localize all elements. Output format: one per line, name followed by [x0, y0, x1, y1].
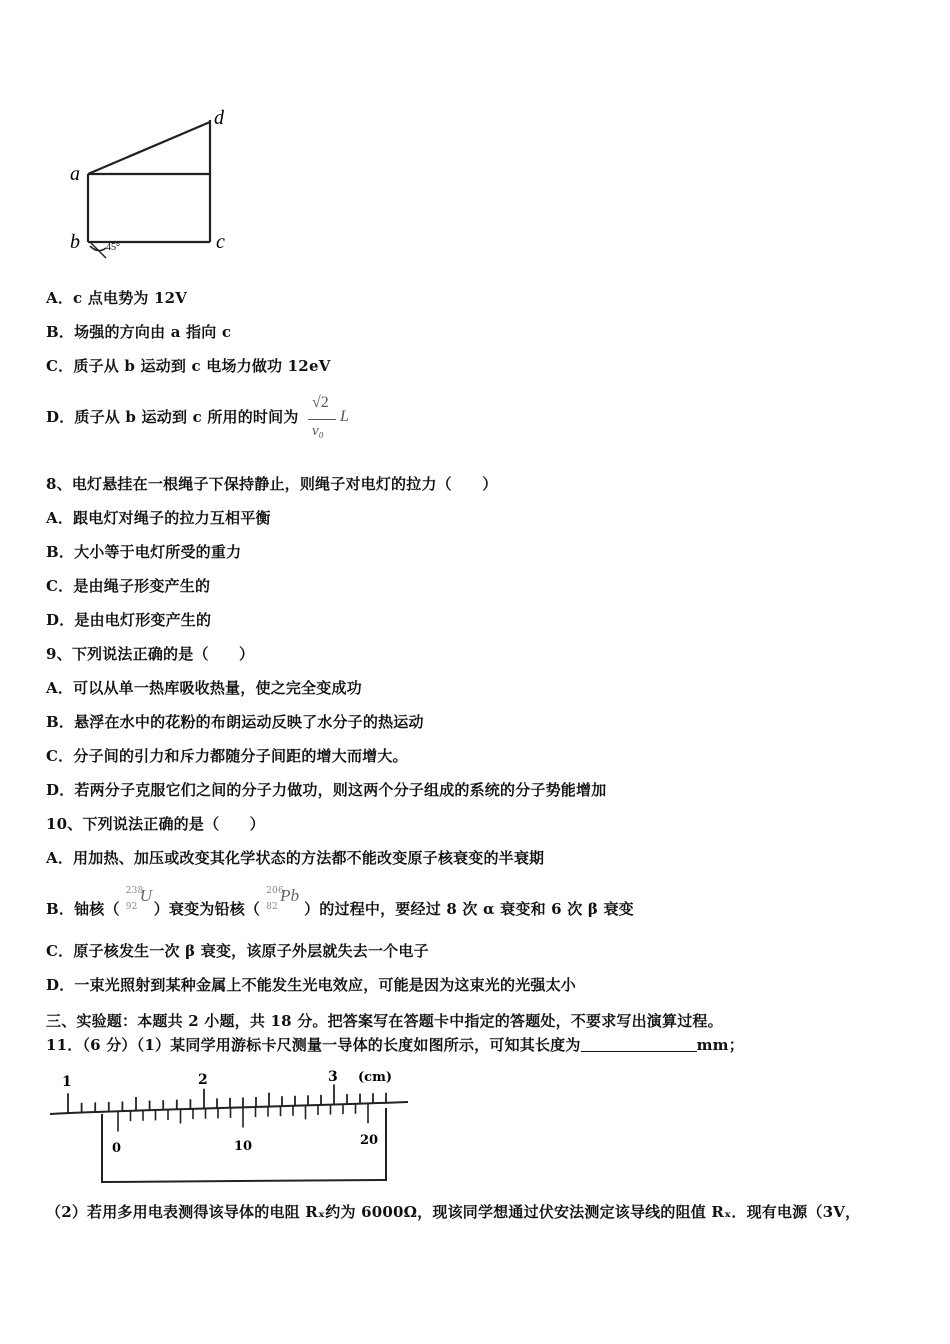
lead-atomic-number: 82	[266, 902, 278, 912]
q8-option-a: A．跟电灯对绳子的拉力互相平衡	[46, 509, 271, 527]
vernier-scale-20: 20	[360, 1133, 379, 1148]
q8-option-b: B．大小等于电灯所受的重力	[46, 543, 242, 561]
main-scale-1: 1	[62, 1074, 72, 1090]
q11-line1-prefix: 11．（6 分）（1）某同学用游标卡尺测量一导体的长度如图所示，可知其长度为	[46, 1036, 581, 1054]
q10-stem: 10、下列说法正确的是（ ）	[46, 815, 265, 833]
answer-blank	[581, 1037, 697, 1052]
vernier-scale-10: 10	[234, 1139, 253, 1154]
q7-option-b: B．场强的方向由 a 指向 c	[46, 323, 232, 341]
uranium-atomic-number: 92	[125, 902, 138, 912]
q9-option-d: D．若两分子克服它们之间的分子力做功，则这两个分子组成的系统的分子势能增加	[46, 781, 607, 799]
q7-option-c: C．质子从 b 运动到 c 电场力做功 12eV	[46, 357, 331, 375]
lead-isotope	[260, 886, 304, 918]
q10-option-b	[46, 886, 634, 919]
formula-numerator: √2	[312, 394, 329, 411]
main-scale-3: 3	[328, 1069, 338, 1085]
section3-heading: 三、实验题：本题共 2 小题，共 18 分。把答案写在答题卡中指定的答题处，不要求写出演算过程。	[46, 1012, 723, 1030]
main-scale-2: 2	[198, 1072, 208, 1088]
formula-denominator: v₀	[312, 423, 324, 439]
q9-stem: 9、下列说法正确的是（ ）	[46, 645, 255, 663]
uranium-symbol: U	[139, 886, 153, 905]
angle-label: 45°	[106, 242, 120, 253]
q9-option-a: A．可以从单一热库吸收热量，使之完全变成功	[46, 679, 362, 697]
q9-option-c: C．分子间的引力和斥力都随分子间距的增大而增大。	[46, 747, 408, 765]
label-a: a	[70, 163, 80, 185]
q10-option-b-suffix: ）的过程中，要经过 8 次 α 衰变和 6 次 β 衰变	[304, 900, 634, 918]
q9-option-b: B．悬浮在水中的花粉的布朗运动反映了水分子的热运动	[46, 713, 424, 731]
lead-mass-number: 206	[266, 886, 284, 896]
q11-line2: （2）若用多用电表测得该导体的电阻 Rₓ约为 6000Ω，现该同学想通过伏安法测定该导线的阻值 Rₓ．现有电源（3V，	[46, 1203, 861, 1221]
vernier-scale-0: 0	[112, 1141, 122, 1156]
q10-option-d: D．一束光照射到某种金属上不能发生光电效应，可能是因为这束光的光强太小	[46, 976, 577, 994]
circuit-figure	[62, 100, 242, 270]
q7-option-a: A．c 点电势为 12V	[46, 289, 188, 307]
q10-option-c: C．原子核发生一次 β 衰变，该原子外层就失去一个电子	[46, 942, 429, 960]
q7-option-d-text: D．质子从 b 运动到 c 所用的时间为	[46, 408, 299, 426]
q11-line1-suffix: mm；	[696, 1036, 744, 1054]
q7-d-formula	[306, 394, 354, 450]
q10-option-a: A．用加热、加压或改变其化学状态的方法都不能改变原子核衰变的半衰期	[46, 849, 545, 867]
uranium-isotope	[120, 886, 154, 918]
lead-symbol: Pb	[280, 886, 300, 905]
q8-stem: 8、电灯悬挂在一根绳子下保持静止，则绳子对电灯的拉力（ ）	[46, 475, 498, 493]
formula-fraction-bar	[308, 419, 336, 420]
formula-suffix: L	[340, 408, 349, 425]
q10-option-b-middle: ）衰变为铅核（	[153, 900, 261, 918]
q8-option-c: C．是由绳子形变产生的	[46, 577, 211, 595]
q7-option-d	[46, 406, 299, 427]
label-b: b	[70, 231, 80, 253]
q10-option-b-prefix: B．铀核（	[46, 900, 120, 918]
q11-line1	[46, 1034, 744, 1055]
uranium-mass-number: 238	[125, 886, 144, 896]
vernier-caliper-figure	[46, 1064, 412, 1188]
label-c: c	[216, 231, 225, 253]
q8-option-d: D．是由电灯形变产生的	[46, 611, 212, 629]
unit-label: (cm)	[358, 1070, 392, 1085]
label-d: d	[214, 107, 224, 129]
